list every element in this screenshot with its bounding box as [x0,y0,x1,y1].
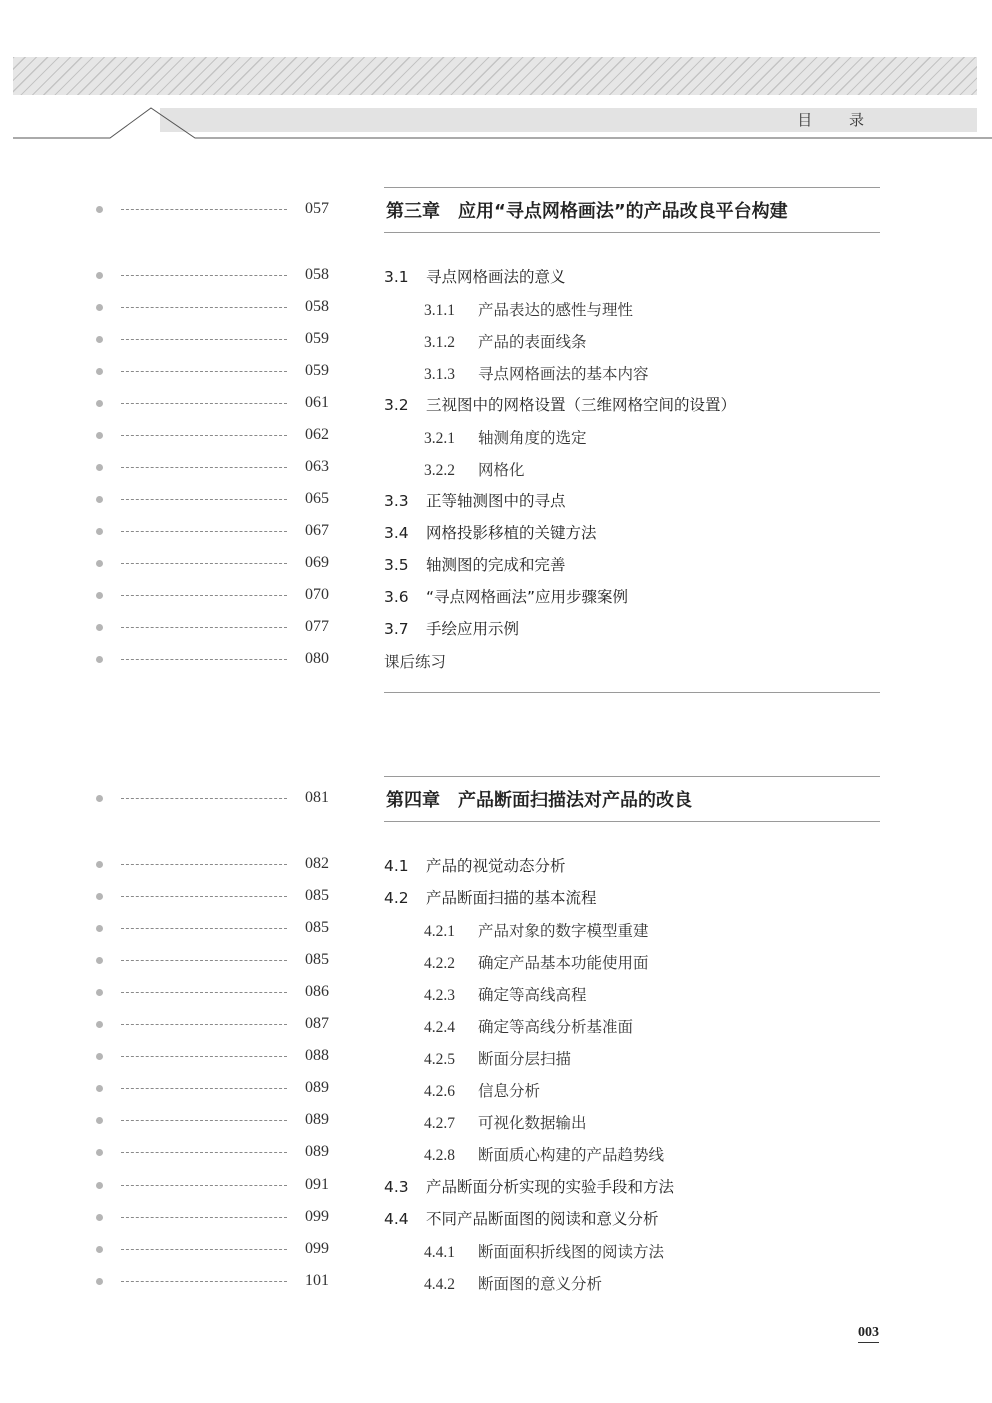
bullet-icon [96,400,103,407]
subsection-title [424,1272,602,1294]
dot-leader [121,1217,287,1218]
section-text: 正等轴测图中的寻点 [426,492,566,510]
dot-leader [121,928,287,929]
bullet-icon [96,957,103,964]
dot-leader [121,307,287,308]
section-number: 4.1 [384,857,409,875]
dot-leader [121,864,287,865]
section-number: 3.2 [384,396,409,414]
bullet-icon [96,560,103,567]
dot-leader [121,1088,287,1089]
toc-entry[interactable] [0,420,992,452]
bullet-icon [96,624,103,631]
chapter-title: 第三章 应用“寻点网格画法”的产品改良平台构建 [386,201,788,222]
subsection-title [424,1111,587,1133]
toc-entry[interactable] [0,1137,992,1169]
bullet-icon [96,592,103,599]
section-number: 4.2.8 [424,1147,455,1164]
subsection-title [424,919,649,941]
toc-entry[interactable] [0,580,992,612]
toc-entry[interactable] [0,324,992,356]
page-number: 091 [305,1176,329,1193]
section-number: 4.2.1 [424,923,455,940]
section-number: 4.3 [384,1178,409,1196]
section-text: 寻点网格画法的意义 [426,268,566,286]
section-number: 4.2.4 [424,1019,455,1036]
bullet-icon [96,656,103,663]
section-title [384,585,628,607]
dot-leader [121,960,287,961]
section-number: 4.2.7 [424,1115,455,1132]
section-text: 轴测图的完成和完善 [426,556,566,574]
page-number: 063 [305,458,329,475]
bullet-icon [96,464,103,471]
dot-leader [121,339,287,340]
section-number: 4.4 [384,1210,409,1228]
section-number: 4.2 [384,889,409,907]
page-number: 058 [305,298,329,315]
toc-entry[interactable] [0,1009,992,1041]
section-title [384,886,597,908]
toc-entry[interactable] [0,260,992,292]
page-number: 101 [305,1272,329,1289]
toc-entry[interactable] [0,1073,992,1105]
section-text: 断面质心构建的产品趋势线 [478,1146,665,1164]
dot-leader [121,467,287,468]
page-number: 059 [305,330,329,347]
bullet-icon [96,304,103,311]
section-text: 断面面积折线图的阅读方法 [478,1243,665,1261]
dot-leader [121,1185,287,1186]
toc-entry[interactable] [0,484,992,516]
page-number: 077 [305,618,329,635]
page-number: 065 [305,490,329,507]
toc-entry[interactable] [0,1041,992,1073]
header-title: 目 录 [797,111,880,129]
dot-leader [121,1024,287,1025]
dot-leader [121,896,287,897]
bullet-icon [96,496,103,503]
section-number: 4.2.5 [424,1051,455,1068]
footer-page-number: 003 [858,1325,879,1343]
section-text: 确定等高线分析基准面 [478,1018,634,1036]
dot-leader [121,1056,287,1057]
section-text: 课后练习 [384,653,447,671]
page-number: 081 [305,789,329,806]
section-text: 网格投影移植的关键方法 [426,524,597,542]
toc-entry[interactable] [0,388,992,420]
dot-leader [121,798,287,799]
subsection-title [424,362,649,384]
page-number: 057 [305,200,329,217]
section-text: 三视图中的网格设置（三维网格空间的设置） [426,396,737,414]
section-text: 轴测角度的选定 [478,429,587,447]
bullet-icon [96,1149,103,1156]
toc-entry[interactable] [0,849,992,881]
section-number: 4.4.2 [424,1276,455,1293]
toc-entry[interactable] [0,1170,992,1202]
section-text: 寻点网格画法的基本内容 [478,365,649,383]
toc-entry[interactable] [0,1266,992,1298]
subsection-title [424,458,525,480]
section-text: 产品的表面线条 [478,333,587,351]
bullet-icon [96,432,103,439]
section-text: 产品断面分析实现的实验手段和方法 [426,1178,675,1196]
toc-entry[interactable] [0,644,992,676]
section-text: 信息分析 [478,1082,541,1100]
section-number: 3.6 [384,588,409,606]
dot-leader [121,1249,287,1250]
section-number: 3.1.1 [424,302,455,319]
section-text: 产品表达的感性与理性 [478,301,634,319]
bullet-icon [96,206,103,213]
page-number: 089 [305,1079,329,1096]
page-number: 059 [305,362,329,379]
section-number: 3.7 [384,620,409,638]
subsection-title [424,1015,633,1037]
subsection-title [424,983,587,1005]
toc-entry[interactable] [0,881,992,913]
chapter-end-divider [384,692,880,693]
bullet-icon [96,272,103,279]
dot-leader [121,499,287,500]
dot-leader [121,435,287,436]
section-number: 3.3 [384,492,409,510]
bullet-icon [96,1085,103,1092]
dot-leader [121,1152,287,1153]
chapter-heading [384,776,880,822]
dot-leader [121,209,287,210]
page-number: 085 [305,951,329,968]
bullet-icon [96,1246,103,1253]
toc-entry[interactable] [0,1234,992,1266]
bullet-icon [96,1214,103,1221]
subsection-title [424,426,587,448]
bullet-icon [96,1053,103,1060]
dot-leader [121,595,287,596]
section-text: 确定产品基本功能使用面 [478,954,649,972]
section-text: 网格化 [478,461,525,479]
section-text: 确定等高线高程 [478,986,587,1004]
subsection-title [424,298,633,320]
section-title [384,1207,659,1229]
section-number: 4.2.2 [424,955,455,972]
dot-leader [121,1281,287,1282]
subsection-title [424,330,587,352]
toc-entry[interactable] [0,913,992,945]
section-number: 3.4 [384,524,409,542]
bullet-icon [96,1182,103,1189]
subsection-title [424,951,649,973]
dot-leader [121,371,287,372]
section-number: 3.5 [384,556,409,574]
page-number: 089 [305,1111,329,1128]
section-text: 不同产品断面图的阅读和意义分析 [426,1210,659,1228]
section-title [384,1175,674,1197]
section-text: 产品的视觉动态分析 [426,857,566,875]
dot-leader [121,275,287,276]
page-number: 069 [305,554,329,571]
page-number: 070 [305,586,329,603]
section-title [384,393,736,415]
page-number: 061 [305,394,329,411]
dot-leader [121,403,287,404]
section-title [384,489,566,511]
section-title [384,617,519,639]
dot-leader [121,1120,287,1121]
page-number: 058 [305,266,329,283]
toc-entry[interactable] [0,1202,992,1234]
section-text: 断面分层扫描 [478,1050,572,1068]
page-number: 082 [305,855,329,872]
dot-leader [121,627,287,628]
toc-entry[interactable] [0,356,992,388]
section-text: “寻点网格画法”应用步骤案例 [426,588,629,606]
subsection-title [424,1079,540,1101]
page-number: 089 [305,1143,329,1160]
bullet-icon [96,528,103,535]
section-number: 3.2.2 [424,462,455,479]
toc-entry[interactable] [0,548,992,580]
page-number: 067 [305,522,329,539]
section-number: 3.1.2 [424,334,455,351]
page-number: 085 [305,919,329,936]
toc-entry[interactable] [0,945,992,977]
section-text: 手绘应用示例 [426,620,520,638]
subsection-title [424,1240,664,1262]
chapter-title: 第四章 产品断面扫描法对产品的改良 [386,790,692,811]
bullet-icon [96,1117,103,1124]
dot-leader [121,992,287,993]
section-number: 4.2.3 [424,987,455,1004]
toc-entry[interactable] [0,516,992,548]
subsection-title [424,1047,571,1069]
section-title [384,265,566,287]
section-number: 4.4.1 [424,1244,455,1261]
dot-leader [121,563,287,564]
bullet-icon [96,1021,103,1028]
bullet-icon [96,893,103,900]
bullet-icon [96,336,103,343]
toc-entry[interactable] [0,612,992,644]
toc-entry[interactable] [0,452,992,484]
bullet-icon [96,795,103,802]
dot-leader [121,531,287,532]
bullet-icon [96,368,103,375]
page-number: 099 [305,1240,329,1257]
page-number: 085 [305,887,329,904]
page-number: 088 [305,1047,329,1064]
section-title [384,553,566,575]
dot-leader [121,659,287,660]
section-number: 3.1 [384,268,409,286]
bullet-icon [96,861,103,868]
bullet-icon [96,925,103,932]
page-number: 080 [305,650,329,667]
section-text: 产品断面扫描的基本流程 [426,889,597,907]
toc-entry[interactable] [0,1105,992,1137]
section-number: 3.1.3 [424,366,455,383]
bullet-icon [96,1278,103,1285]
page-number: 086 [305,983,329,1000]
page-number: 087 [305,1015,329,1032]
section-number: 4.2.6 [424,1083,455,1100]
section-number: 3.2.1 [424,430,455,447]
section-text: 断面图的意义分析 [478,1275,603,1293]
page-number: 099 [305,1208,329,1225]
page-number: 062 [305,426,329,443]
section-text: 产品对象的数字模型重建 [478,922,649,940]
section-title [384,521,597,543]
subsection-title [424,1143,664,1165]
bullet-icon [96,989,103,996]
chapter-heading [384,187,880,233]
toc-entry[interactable] [0,292,992,324]
section-text: 可视化数据输出 [478,1114,587,1132]
section-title [384,854,566,876]
toc-entry[interactable] [0,977,992,1009]
